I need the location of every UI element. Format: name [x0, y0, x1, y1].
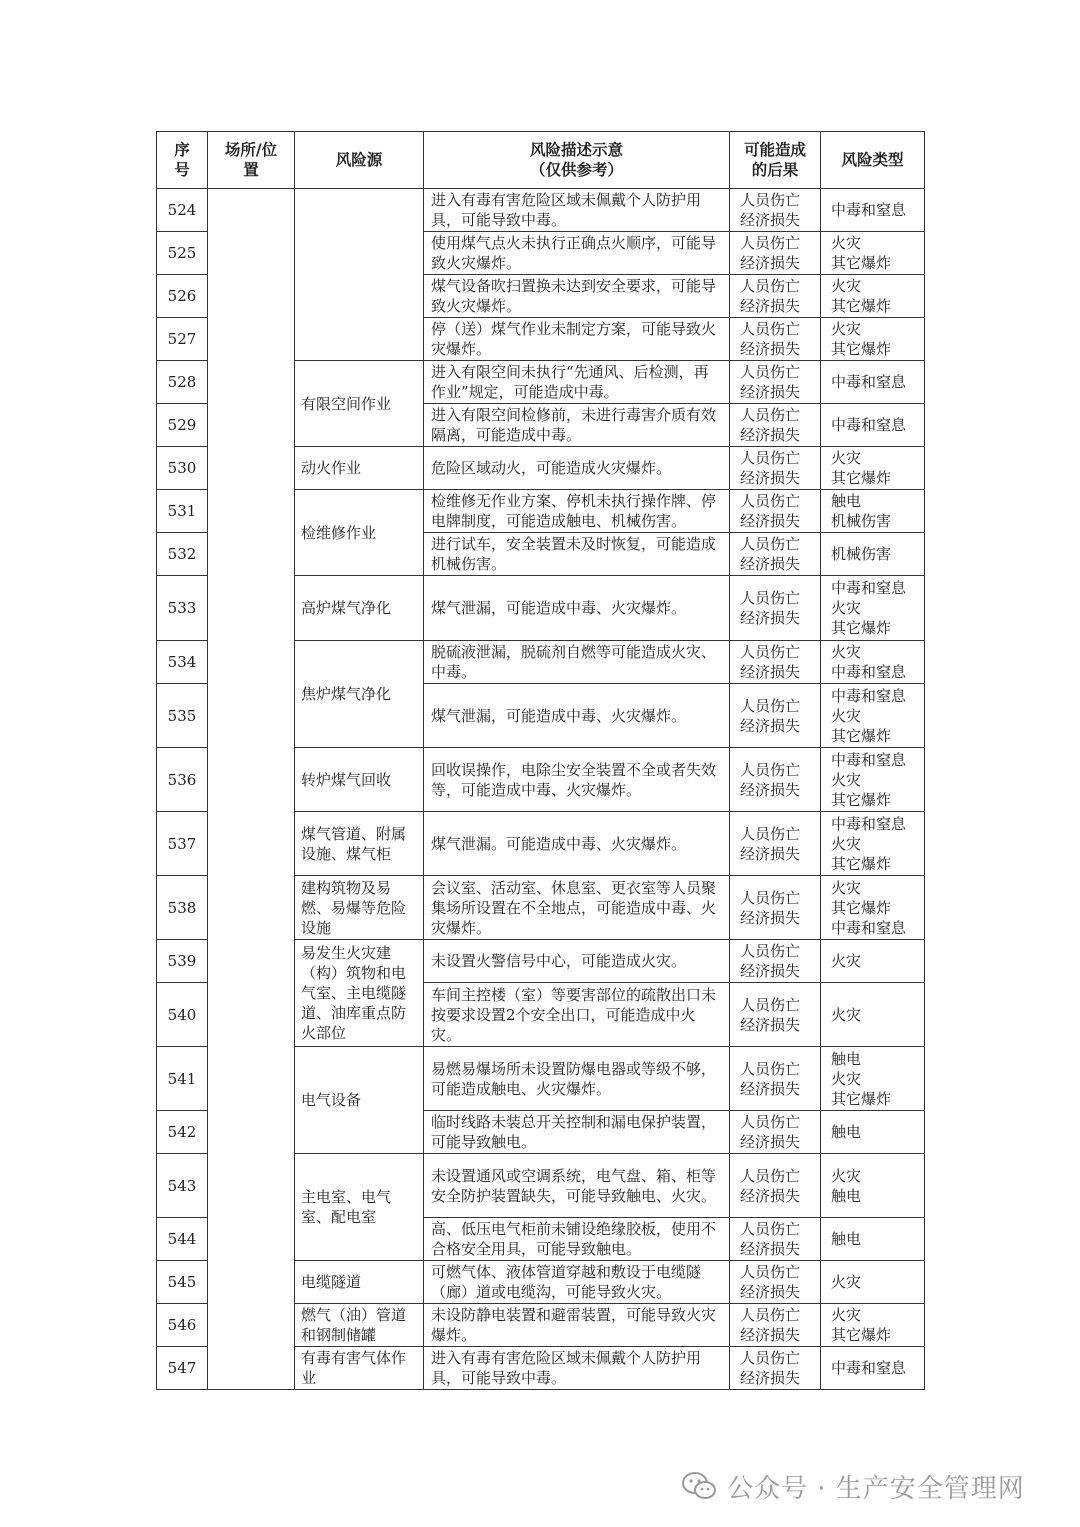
row-seq: 527 — [157, 318, 208, 361]
risk-description-cell: 进入有限空间检修前，未进行毒害介质有效隔离，可能造成中毒。 — [424, 404, 730, 447]
risk-description-cell: 未设置通风或空调系统，电气盘、箱、柜等安全防护装置缺失，可能导致触电、火灾。 — [424, 1154, 730, 1218]
row-seq: 529 — [157, 404, 208, 447]
risk-source-cell: 有毒有害气体作业 — [295, 1347, 424, 1390]
risk-type-cell: 火灾 其它爆炸 — [821, 447, 925, 490]
risk-description-cell: 脱硫液泄漏，脱硫剂自燃等可能造成火灾、中毒。 — [424, 641, 730, 684]
row-seq: 526 — [157, 275, 208, 318]
wechat-icon — [681, 1471, 717, 1501]
header-seq: 序 号 — [157, 132, 208, 189]
row-seq: 540 — [157, 983, 208, 1047]
risk-type-cell: 中毒和窒息 — [821, 404, 925, 447]
header-consequence: 可能造成 的后果 — [730, 132, 821, 189]
consequence-cell: 人员伤亡 经济损失 — [730, 576, 821, 641]
risk-description-cell: 使用煤气点火未执行正确点火顺序，可能导致火灾爆炸。 — [424, 232, 730, 275]
table-body — [157, 189, 925, 1390]
risk-source-cell: 电气设备 — [295, 1047, 424, 1154]
risk-source-cell: 主电室、电气室、配电室 — [295, 1154, 424, 1261]
risk-description-cell: 易燃易爆场所未设置防爆电器或等级不够，可能造成触电、火灾爆炸。 — [424, 1047, 730, 1111]
risk-description-cell: 进入有毒有害危险区域未佩戴个人防护用具，可能导致中毒。 — [424, 189, 730, 232]
row-seq: 539 — [157, 940, 208, 983]
row-seq: 537 — [157, 812, 208, 876]
consequence-cell: 人员伤亡 经济损失 — [730, 189, 821, 232]
risk-source-cell: 建构筑物及易燃、易爆等危险设施 — [295, 876, 424, 940]
risk-source-cell: 焦炉煤气净化 — [295, 641, 424, 748]
risk-type-cell: 触电 — [821, 1218, 925, 1261]
risk-source-cell: 易发生火灾建（构）筑物和电气室、主电缆隧道、油库重点防火部位 — [295, 940, 424, 1047]
watermark-text: 公众号 · 生产安全管理网 — [727, 1473, 1025, 1504]
consequence-cell: 人员伤亡 经济损失 — [730, 684, 821, 748]
header-risk-type: 风险类型 — [821, 132, 925, 189]
consequence-cell: 人员伤亡 经济损失 — [730, 1347, 821, 1390]
location-cell — [208, 189, 295, 1390]
risk-type-cell: 火灾 — [821, 940, 925, 983]
risk-description-cell: 煤气泄漏。可能造成中毒、火灾爆炸。 — [424, 812, 730, 876]
row-seq: 547 — [157, 1347, 208, 1390]
row-seq: 531 — [157, 490, 208, 533]
risk-source-cell — [295, 189, 424, 361]
row-seq: 542 — [157, 1111, 208, 1154]
risk-source-cell: 燃气（油）管道和钢制储罐 — [295, 1304, 424, 1347]
header-risk-description: 风险描述示意 （仅供参考） — [424, 132, 730, 189]
consequence-cell: 人员伤亡 经济损失 — [730, 275, 821, 318]
risk-description-cell: 煤气设备吹扫置换未达到安全要求，可能导致火灾爆炸。 — [424, 275, 730, 318]
row-seq: 530 — [157, 447, 208, 490]
consequence-cell: 人员伤亡 经济损失 — [730, 1111, 821, 1154]
consequence-cell: 人员伤亡 经济损失 — [730, 641, 821, 684]
consequence-cell: 人员伤亡 经济损失 — [730, 361, 821, 404]
watermark — [681, 1466, 1025, 1506]
risk-type-cell: 中毒和窒息 火灾 其它爆炸 — [821, 684, 925, 748]
risk-type-cell: 火灾 其它爆炸 — [821, 1304, 925, 1347]
risk-type-cell: 火灾 中毒和窒息 — [821, 641, 925, 684]
risk-description-cell: 未设防静电装置和避雷装置，可能导致火灾爆炸。 — [424, 1304, 730, 1347]
row-seq: 538 — [157, 876, 208, 940]
risk-description-cell: 车间主控楼（室）等要害部位的疏散出口未按要求设置2个安全出口，可能造成中火灾。 — [424, 983, 730, 1047]
consequence-cell: 人员伤亡 经济损失 — [730, 318, 821, 361]
risk-description-cell: 进行试车，安全装置未及时恢复，可能造成机械伤害。 — [424, 533, 730, 576]
table-row — [157, 189, 925, 232]
consequence-cell: 人员伤亡 经济损失 — [730, 447, 821, 490]
risk-description-cell: 检维修无作业方案、停机未执行操作牌、停电牌制度，可能造成触电、机械伤害。 — [424, 490, 730, 533]
row-seq: 543 — [157, 1154, 208, 1218]
consequence-cell: 人员伤亡 经济损失 — [730, 1218, 821, 1261]
risk-type-cell: 中毒和窒息 — [821, 1347, 925, 1390]
consequence-cell: 人员伤亡 经济损失 — [730, 232, 821, 275]
risk-type-cell: 中毒和窒息 — [821, 361, 925, 404]
row-seq: 532 — [157, 533, 208, 576]
risk-source-cell: 检维修作业 — [295, 490, 424, 576]
risk-type-cell: 中毒和窒息 — [821, 189, 925, 232]
row-seq: 533 — [157, 576, 208, 641]
consequence-cell: 人员伤亡 经济损失 — [730, 490, 821, 533]
row-seq: 528 — [157, 361, 208, 404]
risk-table-container — [156, 131, 924, 1390]
risk-type-cell: 触电 机械伤害 — [821, 490, 925, 533]
row-seq: 525 — [157, 232, 208, 275]
consequence-cell: 人员伤亡 经济损失 — [730, 1304, 821, 1347]
row-seq: 536 — [157, 748, 208, 812]
row-seq: 534 — [157, 641, 208, 684]
risk-type-cell: 中毒和窒息 火灾 其它爆炸 — [821, 576, 925, 641]
risk-description-cell: 危险区域动火，可能造成火灾爆炸。 — [424, 447, 730, 490]
risk-source-cell: 高炉煤气净化 — [295, 576, 424, 641]
risk-type-cell: 火灾 其它爆炸 — [821, 318, 925, 361]
risk-type-cell: 火灾 — [821, 983, 925, 1047]
risk-type-cell: 火灾 — [821, 1261, 925, 1304]
consequence-cell: 人员伤亡 经济损失 — [730, 983, 821, 1047]
risk-description-cell: 停（送）煤气作业未制定方案，可能导致火灾爆炸。 — [424, 318, 730, 361]
risk-type-cell: 火灾 其它爆炸 — [821, 232, 925, 275]
risk-description-cell: 煤气泄漏，可能造成中毒、火灾爆炸。 — [424, 576, 730, 641]
row-seq: 541 — [157, 1047, 208, 1111]
header-location: 场所/位 置 — [208, 132, 295, 189]
consequence-cell: 人员伤亡 经济损失 — [730, 748, 821, 812]
consequence-cell: 人员伤亡 经济损失 — [730, 533, 821, 576]
risk-source-cell: 煤气管道、附属设施、煤气柜 — [295, 812, 424, 876]
header-risk-source: 风险源 — [295, 132, 424, 189]
row-seq: 545 — [157, 1261, 208, 1304]
risk-type-cell: 火灾 触电 — [821, 1154, 925, 1218]
risk-description-cell: 可燃气体、液体管道穿越和敷设于电缆隧（廊）道或电缆沟，可能导致火灾。 — [424, 1261, 730, 1304]
risk-type-cell: 触电 火灾 其它爆炸 — [821, 1047, 925, 1111]
risk-description-cell: 会议室、活动室、休息室、更衣室等人员聚集场所设置在不全地点，可能造成中毒、火灾爆炸。 — [424, 876, 730, 940]
risk-type-cell: 机械伤害 — [821, 533, 925, 576]
consequence-cell: 人员伤亡 经济损失 — [730, 940, 821, 983]
risk-type-cell: 触电 — [821, 1111, 925, 1154]
risk-type-cell: 火灾 其它爆炸 — [821, 275, 925, 318]
risk-description-cell: 临时线路未装总开关控制和漏电保护装置，可能导致触电。 — [424, 1111, 730, 1154]
consequence-cell: 人员伤亡 经济损失 — [730, 404, 821, 447]
risk-description-cell: 煤气泄漏，可能造成中毒、火灾爆炸。 — [424, 684, 730, 748]
risk-type-cell: 中毒和窒息 火灾 其它爆炸 — [821, 812, 925, 876]
risk-description-cell: 未设置火警信号中心，可能造成火灾。 — [424, 940, 730, 983]
table-header-row — [157, 132, 925, 189]
row-seq: 535 — [157, 684, 208, 748]
row-seq: 546 — [157, 1304, 208, 1347]
consequence-cell: 人员伤亡 经济损失 — [730, 876, 821, 940]
risk-type-cell: 火灾 其它爆炸 中毒和窒息 — [821, 876, 925, 940]
risk-description-cell: 进入有毒有害危险区域未佩戴个人防护用具，可能导致中毒。 — [424, 1347, 730, 1390]
risk-description-cell: 回收误操作，电除尘安全装置不全或者失效等，可能造成中毒、火灾爆炸。 — [424, 748, 730, 812]
risk-source-cell: 动火作业 — [295, 447, 424, 490]
risk-source-cell: 转炉煤气回收 — [295, 748, 424, 812]
consequence-cell: 人员伤亡 经济损失 — [730, 812, 821, 876]
consequence-cell: 人员伤亡 经济损失 — [730, 1154, 821, 1218]
risk-table — [156, 131, 925, 1390]
risk-source-cell: 电缆隧道 — [295, 1261, 424, 1304]
risk-type-cell: 中毒和窒息 火灾 其它爆炸 — [821, 748, 925, 812]
consequence-cell: 人员伤亡 经济损失 — [730, 1261, 821, 1304]
row-seq: 544 — [157, 1218, 208, 1261]
risk-description-cell: 进入有限空间未执行“先通风、后检测，再作业”规定，可能造成中毒。 — [424, 361, 730, 404]
risk-source-cell: 有限空间作业 — [295, 361, 424, 447]
risk-description-cell: 高、低压电气柜前未铺设绝缘胶板，使用不合格安全用具，可能导致触电。 — [424, 1218, 730, 1261]
consequence-cell: 人员伤亡 经济损失 — [730, 1047, 821, 1111]
row-seq: 524 — [157, 189, 208, 232]
